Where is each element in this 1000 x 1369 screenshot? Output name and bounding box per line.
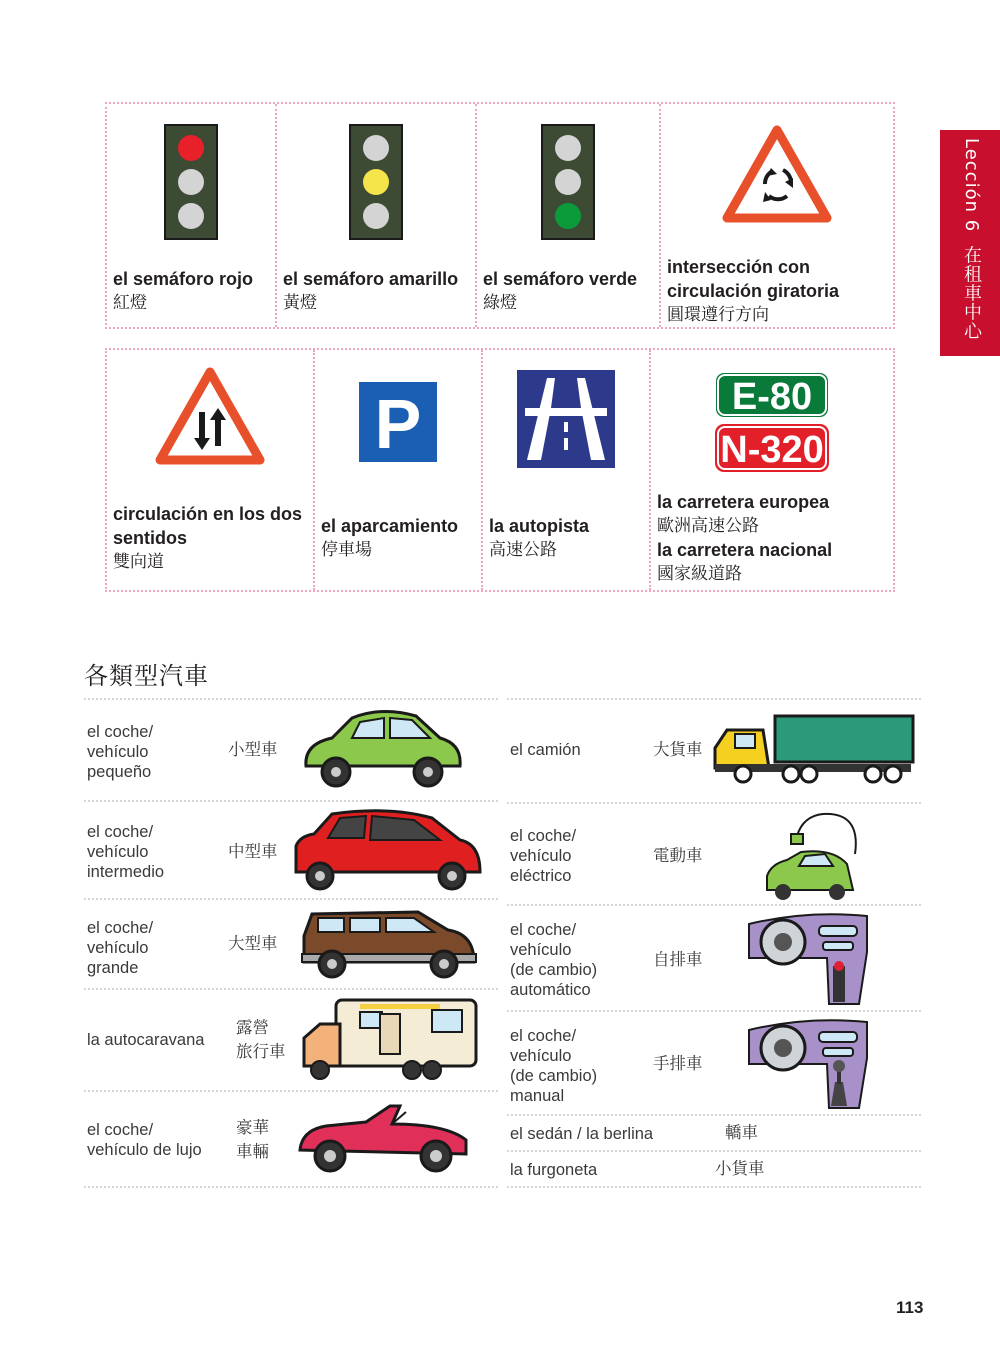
translation-national-road: 國家級道路 xyxy=(657,564,742,583)
sign-cell-green-light xyxy=(477,104,661,327)
es-manual-1: el coche/ xyxy=(510,1027,577,1045)
es-camper: la autocaravana xyxy=(87,1031,205,1049)
vehicle-row-manual xyxy=(507,1010,921,1114)
sign-cell-two-way xyxy=(107,350,315,590)
es-sedan: el sedán / la berlina xyxy=(510,1125,654,1143)
zh-manual: 手排車 xyxy=(653,1054,703,1073)
es-truck: el camión xyxy=(510,741,581,759)
es-automatic-3: (de cambio) xyxy=(510,961,598,979)
term-two-way-line1: circulación en los dos xyxy=(113,504,303,524)
vehicle-row-luxury-car xyxy=(84,1090,498,1188)
translation-two-way: 雙向道 xyxy=(113,552,164,571)
european-road-number: E-80 xyxy=(731,376,813,418)
es-electric-car-2: vehículo xyxy=(510,847,572,865)
vehicle-row-electric-car xyxy=(507,802,921,904)
term-parking: el aparcamiento xyxy=(321,516,459,536)
electric-car-icon xyxy=(763,810,863,908)
term-european-road: la carretera europea xyxy=(657,492,830,512)
es-van: la furgoneta xyxy=(510,1161,598,1179)
translation-roundabout: 圓環遵行方向 xyxy=(667,305,769,324)
es-midsize-car-2: vehículo xyxy=(87,843,149,861)
es-manual-2: vehículo xyxy=(510,1047,572,1065)
sign-cell-motorway xyxy=(483,350,651,590)
traffic-light-red-icon xyxy=(107,124,275,240)
translation-red-light: 紅燈 xyxy=(113,293,147,312)
zh-camper-1: 露營 xyxy=(236,1018,269,1037)
es-large-car-1: el coche/ xyxy=(87,919,154,937)
zh-camper-2: 旅行車 xyxy=(236,1042,286,1061)
es-automatic-1: el coche/ xyxy=(510,921,577,939)
vehicle-row-van xyxy=(507,1150,921,1188)
es-small-car-1: el coche/ xyxy=(87,723,154,741)
zh-luxury-car-2: 車輛 xyxy=(236,1142,269,1161)
parking-sign-icon xyxy=(315,382,481,462)
signs-row-1 xyxy=(105,102,895,329)
term-yellow-light: el semáforo amarillo xyxy=(283,269,459,289)
term-green-light: el semáforo verde xyxy=(483,269,638,289)
two-way-traffic-sign-icon xyxy=(107,366,313,466)
automatic-transmission-icon xyxy=(747,912,869,1010)
zh-small-car: 小型車 xyxy=(228,740,278,759)
lesson-side-tab xyxy=(940,130,1000,356)
term-national-road: la carretera nacional xyxy=(657,540,833,560)
page-number: 113 xyxy=(896,1298,924,1317)
term-red-light: el semáforo rojo xyxy=(113,269,254,289)
national-road-number: N-320 xyxy=(720,429,824,471)
translation-yellow-light: 黃燈 xyxy=(283,293,317,312)
sign-cell-yellow-light xyxy=(277,104,477,327)
vehicles-right-column xyxy=(507,698,921,1188)
vehicle-row-truck xyxy=(507,698,921,802)
vehicle-row-sedan xyxy=(507,1114,921,1150)
es-small-car-2: vehículo xyxy=(87,743,149,761)
translation-european-road: 歐洲高速公路 xyxy=(657,516,759,535)
zh-midsize-car: 中型車 xyxy=(228,842,278,861)
zh-electric-car: 電動車 xyxy=(653,846,703,865)
section-title: 各類型汽車 xyxy=(84,662,209,690)
translation-green-light: 綠燈 xyxy=(483,293,517,312)
small-car-icon xyxy=(300,708,466,798)
es-luxury-car-1: el coche/ xyxy=(87,1121,154,1139)
zh-luxury-car-1: 豪華 xyxy=(236,1118,269,1137)
zh-sedan: 轎車 xyxy=(725,1123,758,1142)
traffic-light-yellow-icon xyxy=(277,124,475,240)
vehicles-left-column xyxy=(84,698,498,1188)
vehicle-row-large-car xyxy=(84,898,498,988)
large-car-icon xyxy=(298,906,480,986)
traffic-light-green-icon xyxy=(477,124,659,240)
road-number-signs-icon xyxy=(651,370,893,474)
lesson-tab-text xyxy=(958,138,984,341)
zh-large-car: 大型車 xyxy=(228,934,278,953)
es-electric-car-1: el coche/ xyxy=(510,827,577,845)
sign-cell-parking xyxy=(315,350,483,590)
es-manual-4: manual xyxy=(510,1087,565,1105)
zh-truck: 大貨車 xyxy=(653,740,703,759)
term-roundabout-line2: circulación giratoria xyxy=(667,281,840,301)
parking-sign-letter: P xyxy=(374,385,422,462)
sign-cell-roundabout xyxy=(661,104,893,327)
es-automatic-4: automático xyxy=(510,981,591,999)
lesson-number: Lección 6 xyxy=(961,138,982,233)
es-midsize-car-3: intermedio xyxy=(87,863,165,881)
truck-icon xyxy=(713,712,915,790)
signs-row-2 xyxy=(105,348,895,592)
vehicle-row-midsize-car xyxy=(84,800,498,898)
sign-cell-roads xyxy=(651,350,893,590)
es-large-car-2: vehículo xyxy=(87,939,149,957)
es-automatic-2: vehículo xyxy=(510,941,572,959)
sign-cell-red-light xyxy=(107,104,277,327)
es-manual-3: (de cambio) xyxy=(510,1067,598,1085)
vehicle-row-automatic xyxy=(507,904,921,1010)
zh-van: 小貨車 xyxy=(715,1159,765,1178)
es-electric-car-3: eléctrico xyxy=(510,867,572,885)
motorway-sign-icon xyxy=(483,370,649,468)
midsize-car-icon xyxy=(290,808,484,898)
term-motorway: la autopista xyxy=(489,516,590,536)
camper-van-icon xyxy=(300,996,480,1086)
translation-motorway: 高速公路 xyxy=(489,540,557,559)
translation-parking: 停車場 xyxy=(321,540,372,559)
es-small-car-3: pequeño xyxy=(87,763,152,781)
luxury-car-icon xyxy=(296,1100,472,1180)
vehicle-row-camper xyxy=(84,988,498,1090)
zh-automatic: 自排車 xyxy=(653,950,703,969)
vehicle-row-small-car xyxy=(84,698,498,800)
es-midsize-car-1: el coche/ xyxy=(87,823,154,841)
es-luxury-car-2: vehículo de lujo xyxy=(87,1141,202,1159)
roundabout-sign-icon xyxy=(661,124,893,224)
term-two-way-line2: sentidos xyxy=(113,528,188,548)
es-large-car-3: grande xyxy=(87,959,139,977)
term-roundabout-line1: intersección con xyxy=(667,257,811,277)
manual-transmission-icon xyxy=(747,1018,869,1114)
lesson-title: 在租車中心 xyxy=(961,245,982,341)
